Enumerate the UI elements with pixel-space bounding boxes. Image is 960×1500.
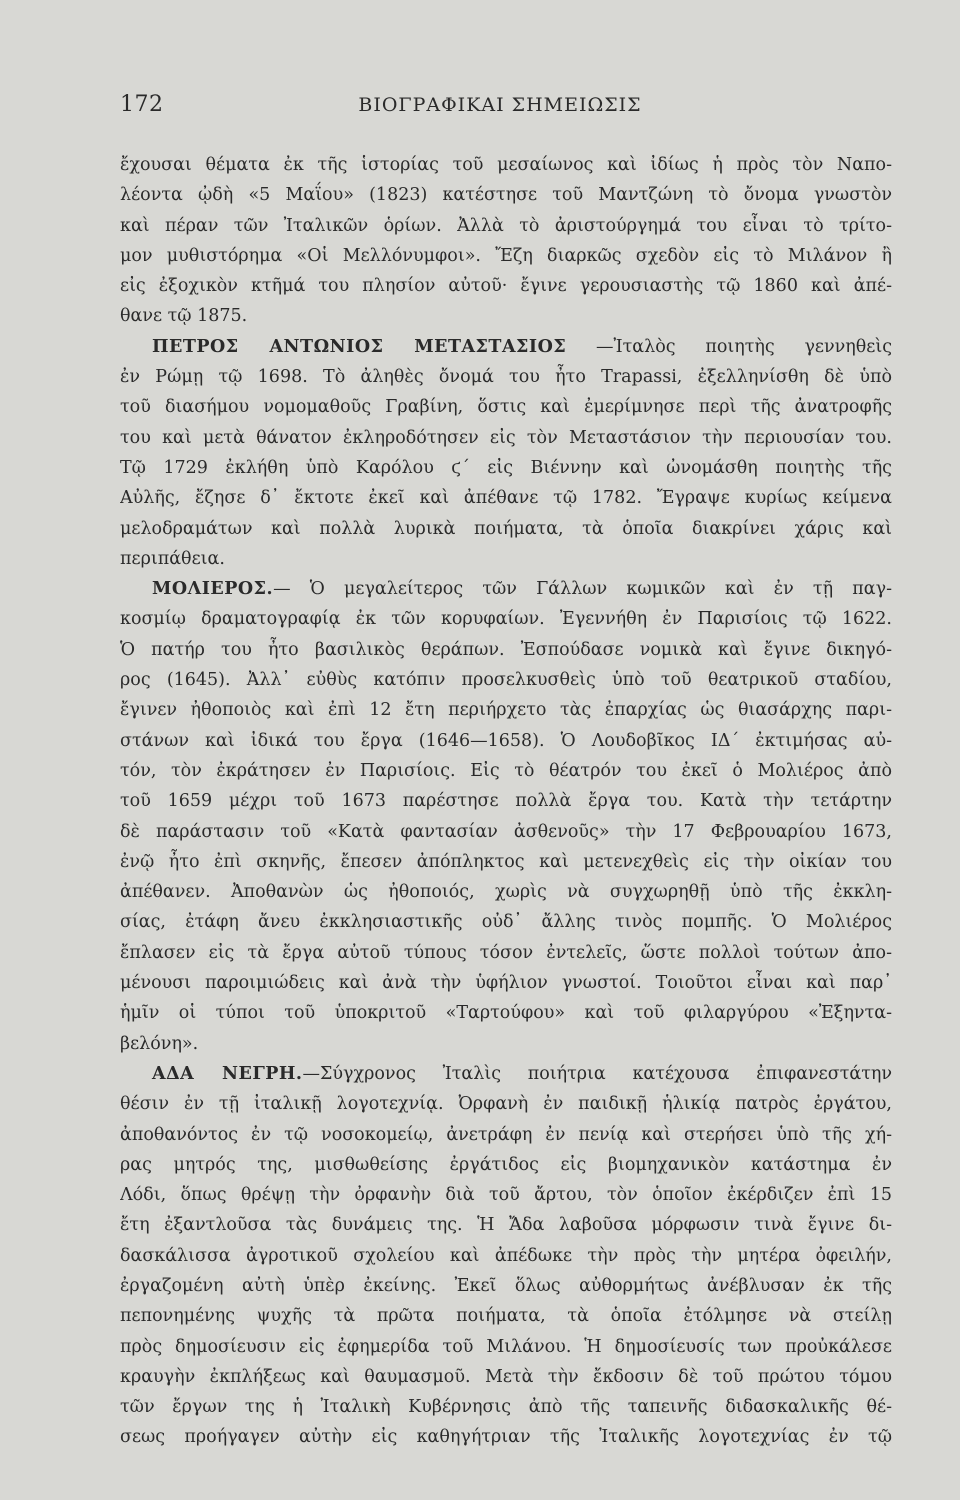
line-text: ἀπέθανεν. Ἀποθανὼν ὡς ἠθοποιός, χωρὶς νὰ συγχωρηθῇ ὑπὸ τῆς ἐκκλη-	[120, 882, 892, 903]
text-line	[120, 635, 892, 665]
text-line	[120, 241, 892, 271]
line-text: στάνων καὶ ἰδικά του ἔργα (1646—1658). Ὁ Λουδοβῖκος ΙΔ΄ ἐκτιμήσας αὐ-	[120, 730, 892, 751]
line-text: ρος (1645). Ἀλλ᾽ εὐθὺς κατόπιν προσελκυσθεὶς ὑπὸ τοῦ θεατρικοῦ σταδίου,	[120, 670, 892, 691]
entry-name: ΑΔΑ ΝΕΓΡΗ.	[152, 1063, 303, 1084]
line-text: μελοδραμάτων καὶ πολλὰ λυρικὰ ποιήματα, τὰ ὁποῖα διακρίνει χάρις καὶ	[120, 518, 892, 539]
line-text: μένουσι παροιμιώδεις καὶ ἀνὰ τὴν ὑφήλιον γνωστοί. Τοιοῦτοι εἶναι καὶ παρ᾽	[120, 973, 892, 994]
body-text	[120, 150, 892, 1453]
text-line	[120, 817, 892, 847]
line-text: Τῷ 1729 ἐκλήθη ὑπὸ Καρόλου ϛ΄ εἰς Βιέννην καὶ ὠνομάσθη ποιητὴς τῆς	[120, 457, 892, 478]
text-line	[120, 1301, 892, 1331]
line-text: ἐνῷ ἦτο ἐπὶ σκηνῆς, ἔπεσεν ἀπόπληκτος καὶ μετενεχθεὶς εἰς τὴν οἰκίαν του	[120, 851, 892, 872]
page-number: 172	[120, 92, 164, 117]
text-line	[120, 1150, 892, 1180]
line-text: του καὶ μετὰ θάνατον ἐκληροδότησεν εἰς τὸν Μεταστάσιον τὴν περιουσίαν του.	[120, 427, 892, 448]
text-line	[120, 1332, 892, 1362]
line-text: ἔχουσαι θέματα ἐκ τῆς ἱστορίας τοῦ μεσαίωνος καὶ ἰδίως ἡ πρὸς τὸν Ναπο-	[120, 155, 892, 175]
line-text: θανε τῷ 1875.	[120, 306, 248, 327]
line-text: πεπονημένης ψυχῆς τὰ πρῶτα ποιήματα, τὰ ὁποῖα ἐτόλμησε νὰ στείλῃ	[120, 1306, 892, 1327]
line-text: βελόνη».	[120, 1033, 199, 1054]
text-line	[120, 998, 892, 1028]
line-text: Αὐλῆς, ἔζησε δ᾽ ἔκτοτε ἐκεῖ καὶ ἀπέθανε τῷ 1782. Ἔγραψε κυρίως κείμενα	[120, 488, 892, 509]
text-line	[120, 1120, 892, 1150]
text-line	[120, 332, 892, 362]
line-text: ρας μητρός της, μισθωθείσης ἐργάτιδος εἰς βιομηχανικὸν κατάστημα ἐν	[120, 1154, 892, 1175]
text-line	[120, 756, 892, 786]
line-text: ἔγινεν ἠθοποιὸς καὶ ἐπὶ 12 ἔτη περιήρχετο τὰς ἐπαρχίας ὡς θιασάρχης παρι-	[120, 700, 892, 721]
entry-name: ΠΕΤΡΟΣ ΑΝΤΩΝΙΟΣ ΜΕΤΑΣΤΑΣΙΟΣ	[152, 336, 567, 357]
text-line	[120, 211, 892, 241]
text-line	[120, 1422, 892, 1452]
line-text: ἐν Ρώμῃ τῷ 1698. Τὸ ἀληθὲς ὄνομά του ἦτο Trapassi, ἐξελληνίσθη δὲ ὑπὸ	[120, 367, 892, 388]
line-text: ἐργαζομένη αὐτὴ ὑπὲρ ἐκείνης. Ἐκεῖ ὅλως αὐθορμήτως ἀνέβλυσαν ἐκ τῆς	[120, 1275, 892, 1296]
text-line	[120, 847, 892, 877]
text-line	[120, 301, 892, 331]
text-line	[120, 1362, 892, 1392]
line-text: —Ἰταλὸς ποιητὴς γεννηθεὶς	[566, 336, 892, 357]
line-text: καὶ πέραν τῶν Ἰταλικῶν ὁρίων. Ἀλλὰ τὸ ἀριστούργημά του εἶναι τὸ τρίτο-	[120, 215, 892, 236]
running-head: ΒΙΟΓΡΑΦΙΚΑΙ ΣΗΜΕΙΩΣΙΣ	[358, 94, 642, 116]
line-text: πρὸς δημοσίευσιν εἰς ἐφημερίδα τοῦ Μιλάνου. Ἡ δημοσίευσίς των προὐκάλεσε	[120, 1336, 892, 1357]
line-text: κραυγὴν ἐκπλήξεως καὶ θαυμασμοῦ. Μετὰ τὴν ἔκδοσιν δὲ τοῦ πρώτου τόμου	[120, 1366, 892, 1387]
text-line	[120, 938, 892, 968]
line-text: τόν, τὸν ἐκράτησεν ἐν Παρισίοις. Εἰς τὸ θέατρόν του ἐκεῖ ὁ Μολιέρος ἀπὸ	[120, 760, 892, 781]
text-line	[120, 453, 892, 483]
line-text: κοσμίῳ δραματογραφίᾳ ἐκ τῶν κορυφαίων. Ἐγεννήθη ἐν Παρισίοις τῷ 1622.	[120, 609, 892, 630]
line-text: θέσιν ἐν τῇ ἰταλικῇ λογοτεχνίᾳ. Ὀρφανὴ ἐν παιδικῇ ἡλικίᾳ πατρὸς ἐργάτου,	[120, 1094, 892, 1115]
text-line	[120, 726, 892, 756]
line-text: Λόδι, ὅπως θρέψῃ τὴν ὀρφανὴν διὰ τοῦ ἄρτου, τὸν ὁποῖον ἐκέρδιζεν ἐπὶ 15	[120, 1185, 892, 1206]
line-text: τοῦ 1659 μέχρι τοῦ 1673 παρέστησε πολλὰ ἔργα του. Κατὰ τὴν τετάρτην	[120, 791, 892, 812]
text-line	[120, 362, 892, 392]
line-text: λέοντα ᾠδὴ «5 Μαΐου» (1823) κατέστησε τοῦ Μαντζώνη τὸ ὄνομα γνωστὸν	[120, 185, 892, 206]
line-text: δασκάλισσα ἀγροτικοῦ σχολείου καὶ ἀπέδωκε τὴν πρὸς τὴν μητέρα ὀφειλήν,	[120, 1245, 892, 1266]
text-line	[120, 1059, 892, 1089]
text-line	[120, 786, 892, 816]
line-text: σίας, ἐτάφη ἄνευ ἐκκλησιαστικῆς οὐδ᾽ ἄλλης τινὸς πομπῆς. Ὁ Μολιέρος	[120, 912, 892, 933]
line-text: τῶν ἔργων της ἡ Ἰταλικὴ Κυβέρνησις ἀπὸ τῆς ταπεινῆς διδασκαλικῆς θέ-	[120, 1397, 892, 1418]
text-line	[120, 877, 892, 907]
text-line	[120, 1271, 892, 1301]
line-text: —Σύγχρονος Ἰταλὶς ποιήτρια κατέχουσα ἐπιφανεστάτην	[302, 1063, 892, 1084]
text-line	[120, 1180, 892, 1210]
line-text: εἰς ἐξοχικὸν κτῆμά του πλησίον αὐτοῦ· ἔγινε γερουσιαστὴς τῷ 1860 καὶ ἀπέ-	[120, 276, 892, 297]
line-text: — Ὁ μεγαλείτερος τῶν Γάλλων κωμικῶν καὶ ἐν τῇ παγ-	[273, 579, 892, 600]
text-line	[120, 1029, 892, 1059]
text-line	[120, 483, 892, 513]
text-line	[120, 1241, 892, 1271]
line-text: ἀποθανόντος ἐν τῷ νοσοκομείῳ, ἀνετράφη ἐν πενίᾳ καὶ στερήσει ὑπὸ τῆς χή-	[120, 1124, 892, 1145]
text-line	[120, 544, 892, 574]
text-line	[120, 150, 892, 180]
text-line	[120, 968, 892, 998]
line-text: ἡμῖν οἱ τύποι τοῦ ὑποκριτοῦ «Ταρτούφου» καὶ τοῦ φιλαργύρου «Ἐξηντα-	[120, 1003, 892, 1024]
page-header	[120, 92, 880, 122]
text-line	[120, 271, 892, 301]
text-line	[120, 423, 892, 453]
text-line	[120, 1089, 892, 1119]
text-line	[120, 574, 892, 604]
entry-name: ΜΟΛΙΕΡΟΣ.	[152, 579, 274, 600]
line-text: δὲ παράστασιν τοῦ «Κατὰ φαντασίαν ἀσθενοῦς» τὴν 17 Φεβρουαρίου 1673,	[120, 821, 892, 842]
line-text: τοῦ διασήμου νομομαθοῦς Γραβίνη, ὅστις καὶ ἐμερίμνησε περὶ τῆς ἀνατροφῆς	[120, 397, 892, 418]
line-text: μον μυθιστόρημα «Οἱ Μελλόνυμφοι». Ἔζη διαρκῶς σχεδὸν εἰς τὸ Μιλάνον ἢ	[120, 245, 892, 266]
text-line	[120, 1210, 892, 1240]
text-line	[120, 907, 892, 937]
text-line	[120, 695, 892, 725]
line-text: περιπάθεια.	[120, 548, 225, 569]
line-text: ἔτη ἐξαντλοῦσα τὰς δυνάμεις της. Ἡ Ἄδα λαβοῦσα μόρφωσιν τινὰ ἔγινε δι-	[120, 1215, 892, 1236]
text-line	[120, 180, 892, 210]
line-text: σεως προήγαγεν αὐτὴν εἰς καθηγήτριαν τῆς Ἰταλικῆς λογοτεχνίας ἐν τῷ	[120, 1427, 892, 1448]
text-line	[120, 604, 892, 634]
text-line	[120, 392, 892, 422]
line-text: Ὁ πατήρ του ἦτο βασιλικὸς θεράπων. Ἐσπούδασε νομικὰ καὶ ἔγινε δικηγό-	[120, 639, 892, 660]
text-line	[120, 514, 892, 544]
text-line	[120, 1392, 892, 1422]
line-text: ἔπλασεν εἰς τὰ ἔργα αὐτοῦ τύπους τόσον ἐντελεῖς, ὥστε πολλοὶ τούτων ἀπο-	[120, 942, 892, 963]
text-line	[120, 665, 892, 695]
